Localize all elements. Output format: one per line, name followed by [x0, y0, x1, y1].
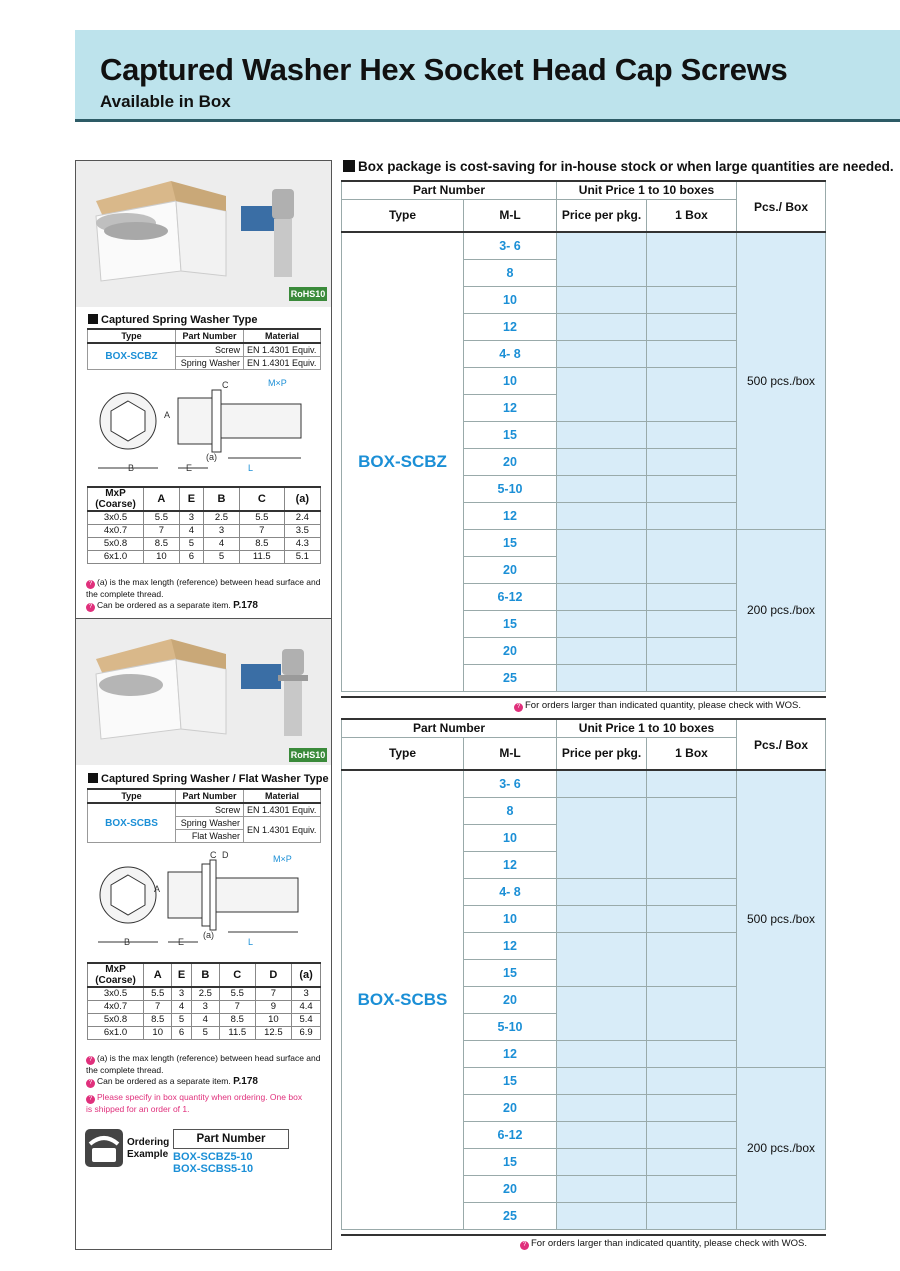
screw-diagram-scbz [88, 376, 320, 476]
svg-text:B: B [128, 463, 135, 473]
svg-text:(a): (a) [206, 452, 217, 462]
material-table-scbz: Type Part Number Material BOX-SCBZ Screw EN 1.4301 Equiv. Spring Washer EN 1.4301 Equiv. [87, 328, 321, 370]
price-table-scbz: Part Number Unit Price 1 to 10 boxes Pcs./ Box Type M-L Price per pkg. 1 Box BOX-SCBZ 3- 6 500 pcs./box 8 10 12 4- 8 10 12 15 20 5-10 12 15 200 pcs./box 20 6-12 15 20 25 [341, 180, 826, 692]
svg-text:C: C [210, 850, 217, 860]
svg-text:A: A [154, 884, 161, 894]
table2-bottom-rule [341, 1234, 826, 1236]
svg-text:M×P: M×P [268, 378, 287, 388]
rohs-badge: RoHS10 [290, 289, 326, 299]
section1-title: Captured Spring Washer Type [88, 314, 257, 326]
product-photo-scbz [76, 161, 331, 307]
footnote-table1: ? For orders larger than indicated quantity, please check with WOS. [514, 701, 801, 712]
price-table-scbs: Part Number Unit Price 1 to 10 boxes Pcs./ Box Type M-L Price per pkg. 1 Box BOX-SCBS 3- 6 500 pcs./box 8 10 12 4- 8 10 12 15 20 5-10 12 15 200 pcs./box 20 6-12 15 20 25 [341, 718, 826, 1230]
ordering-label: Ordering Example [127, 1137, 170, 1160]
rohs-badge: RoHS10 [290, 750, 326, 760]
svg-text:M×P: M×P [273, 854, 292, 864]
screw-diagram-scbs [88, 850, 320, 950]
note-separate-2: ? Can be ordered as a separate item. P.178 [86, 1076, 258, 1088]
svg-text:B: B [124, 937, 131, 947]
type-cell: BOX-SCBZ [342, 232, 464, 691]
ordering-example-1: BOX-SCBZ5-10 [173, 1151, 253, 1163]
section2-title: Captured Spring Washer / Flat Washer Type [88, 773, 329, 785]
ordering-phone-icon [84, 1128, 124, 1168]
product-photo-scbs [76, 619, 331, 765]
svg-text:(a): (a) [203, 930, 214, 940]
page-title: Captured Washer Hex Socket Head Cap Screws [100, 52, 788, 87]
note-a-length-2: ? (a) is the max length (reference) between head surface and the complete thread. [86, 1053, 321, 1075]
ordering-header: Part Number [173, 1129, 289, 1149]
box-package-note: Box package is cost-saving for in-house stock or when large quantities are needed. [343, 159, 894, 174]
footnote-table2: ? For orders larger than indicated quantity, please check with WOS. [520, 1239, 807, 1250]
type-cell: BOX-SCBS [342, 770, 464, 1229]
dimension-table-scbs: MxP (Coarse) A E B C D (a) 3x0.5 5.5 3 2.5 5.5 7 3 4x0.7 7 4 3 7 9 4.4 5x0.8 8.5 5 4 8.5 10 5.4 6x1.0 10 6 5 11.5 12.5 6.9 [87, 962, 321, 1040]
svg-text:C: C [222, 380, 229, 390]
svg-text:A: A [164, 410, 171, 420]
note-separate-1: ? Can be ordered as a separate item. P.178 [86, 600, 258, 612]
svg-text:E: E [186, 463, 193, 473]
ordering-example-2: BOX-SCBS5-10 [173, 1163, 254, 1175]
svg-text:E: E [178, 937, 185, 947]
svg-text:L: L [248, 937, 254, 947]
table1-bottom-rule [341, 696, 826, 698]
page-subtitle: Available in Box [100, 92, 231, 111]
dimension-table-scbz: MxP (Coarse) A E B C (a) 3x0.5 5.5 3 2.5 5.5 2.4 4x0.7 7 4 3 7 3.5 5x0.8 8.5 5 4 8.5 4.3 6x1.0 10 6 5 11.5 5.1 [87, 486, 321, 564]
note-a-length-1: ? (a) is the max length (reference) between head surface and the complete thread. [86, 577, 321, 599]
svg-text:D: D [222, 850, 229, 860]
note-box-quantity: ? Please specify in box quantity when ordering. One box is shipped for an order of 1. [86, 1092, 303, 1114]
svg-text:L: L [248, 463, 254, 473]
material-table-scbs: Type Part Number Material BOX-SCBS Screw EN 1.4301 Equiv. Spring Washer EN 1.4301 Equiv. Flat Washer [87, 788, 321, 843]
